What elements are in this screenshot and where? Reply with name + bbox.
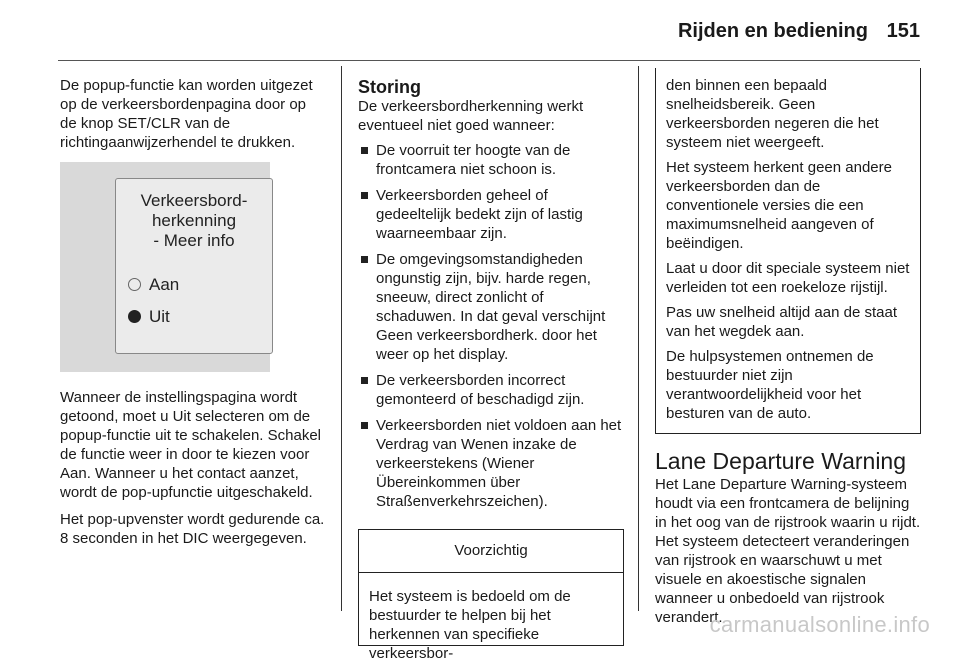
option-uit: Uit bbox=[128, 307, 170, 326]
lane-departure-paragraph: Het Lane Departure Warning-systeem houdt via een frontcamera de belijning in het oog van de rijstrook waarin u rijdt. Het systeem detecteert veranderingen van rijstrook en waarschuwt u met visuele en akoestische signalen wanneer u onbedoeld van rijstrook verandert. bbox=[655, 476, 921, 626]
popup-duration-paragraph: Het pop-upvenster wordt gedurende ca. 8 seconden in het DIC weergegeven. bbox=[60, 511, 325, 547]
caution-paragraph: Laat u door dit speciale systeem niet verleiden tot een roekeloze rijstijl. bbox=[666, 260, 910, 296]
storing-intro: De verkeersbordherkenning werkt eventueel niet goed wanneer: bbox=[358, 98, 584, 134]
popup-intro-paragraph: De popup-functie kan worden uitgezet op de verkeersbordenpagina door op de knop SET/CLR van de richtingaanwijzerhendel te drukken. bbox=[60, 77, 313, 151]
caution-text: Het systeem is bedoeld om de bestuurder te helpen bij het herkennen van specifieke verkeersbor- bbox=[369, 588, 571, 662]
page-header bbox=[0, 0, 960, 60]
lane-departure-heading: Lane Departure Warning bbox=[655, 448, 907, 474]
caution-paragraph: Pas uw snelheid altijd aan de staat van het wegdek aan. bbox=[666, 304, 897, 340]
settings-paragraph: Wanneer de instellingspagina wordt getoond, moet u Uit selecteren om de popup-functie uit te schakelen. Schakel de functie weer in door te kiezen voor Aan. Wanneer u het contact aanzet, wordt de pop-upfunctie uitgeschakeld. bbox=[60, 389, 321, 501]
running-title: Rijden en bediening bbox=[677, 20, 868, 42]
display-screen bbox=[115, 178, 273, 354]
watermark: carmanualsonline.info bbox=[709, 612, 930, 637]
bullet-item: Verkeersborden geheel of gedeeltelijk bedekt zijn of lastig waarneembaar zijn. bbox=[358, 186, 624, 243]
option-aan: Aan bbox=[128, 275, 179, 294]
column-divider-2 bbox=[638, 66, 639, 611]
caution-paragraph: De hulpsystemen ontnemen de bestuurder niet zijn verantwoordelijkheid voor het besturen van de auto. bbox=[666, 348, 874, 422]
caution-paragraph: den binnen een bepaald snelheidsbereik. Geen verkeersborden negeren die het systeem niet weergeeft. bbox=[666, 77, 879, 151]
radio-filled-icon bbox=[128, 310, 141, 323]
column-2 bbox=[358, 76, 624, 662]
column-divider-1 bbox=[341, 66, 342, 611]
bullet-item: De verkeersborden incorrect gemonteerd of beschadigd zijn. bbox=[358, 371, 624, 409]
bullet-item: Verkeersborden niet voldoen aan het Verdrag van Wenen inzake de verkeerstekens (Wiener Übereinkommen über Straßenverkehrszeichen). bbox=[358, 416, 624, 511]
caution-box-continued bbox=[655, 68, 921, 434]
header-rule bbox=[58, 60, 920, 61]
caution-title: Voorzichtig bbox=[359, 530, 623, 573]
settings-screen-figure bbox=[60, 162, 270, 372]
storing-heading: Storing bbox=[358, 77, 421, 97]
screen-title: Verkeersbord- herkenning - Meer info bbox=[140, 191, 248, 250]
bullet-item: De omgevingsomstandigheden ongunstig zijn, bijv. harde regen, sneeuw, direct zonlicht of schaduwen. In dat geval verschijnt Geen verkeersbordherk. door het weer op het display. bbox=[358, 250, 624, 364]
page-number: 151 bbox=[886, 20, 920, 42]
bullet-item: De voorruit ter hoogte van de frontcamera niet schoon is. bbox=[358, 141, 624, 179]
column-1 bbox=[60, 76, 326, 556]
caution-box bbox=[358, 529, 624, 662]
column-3 bbox=[655, 76, 921, 635]
radio-empty-icon bbox=[128, 278, 141, 291]
caution-paragraph: Het systeem herkent geen andere verkeersborden dan de conventionele versies die een maximumsnelheid aangeven of beëindigen. bbox=[666, 159, 892, 252]
